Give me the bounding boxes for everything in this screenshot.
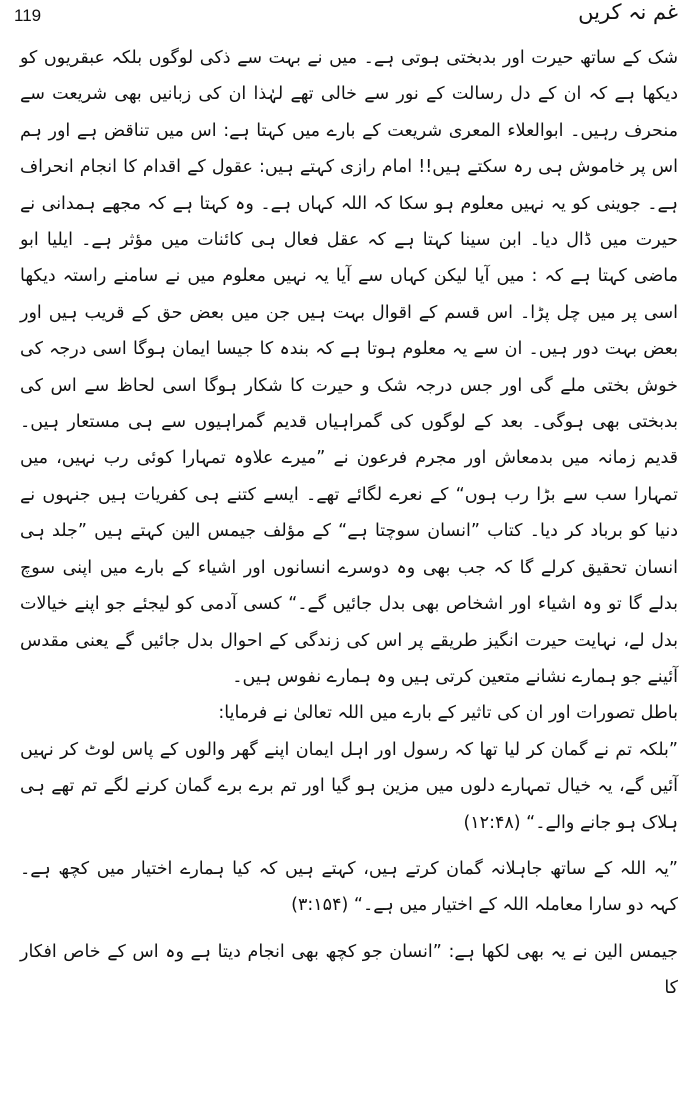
quote-first-verse: ”بلکہ تم نے گمان کر لیا تھا کہ رسول اور اہل ایمان اپنے گھر والوں کے پاس لوٹ کر نہیں آئیں گے، یہ خیال تمہارے دلوں میں مزین ہو گیا اور تم برے برے گمان کرنے لگے تم تھے ہی ہلاک ہو جانے والے۔“ (۱۲:۴۸) [20,739,678,833]
spacer [20,841,678,851]
quote-second-verse: ”یہ اللہ کے ساتھ جاہلانہ گمان کرتے ہیں، کہتے ہیں کہ کیا ہمارے اختیار میں کچھ ہے۔ کہہ دو سارا معاملہ اللہ کے اختیار میں ہے۔“ (۳:۱۵۴) [20,858,678,916]
running-title: غم نہ کریں [578,0,678,24]
page-number: 119 [14,6,42,25]
paragraph-intro-quote: باطل تصورات اور ان کی تاثیر کے بارے میں اللہ تعالیٰ نے فرمایا: [218,703,678,724]
spacer [20,924,678,934]
paragraph-closing: جیمس الین نے یہ بھی لکھا ہے: ”انسان جو کچھ بھی انجام دیتا ہے وہ اس کے خاص افکار کا [20,941,678,999]
body-text [20,40,678,1007]
paragraph-main: شک کے ساتھ حیرت اور بدبختی ہوتی ہے۔ میں نے بہت سے ذکی لوگوں بلکہ عبقریوں کو دیکھا ہے کہ ان کے دل رسالت کے نور سے خالی تھے لہٰذا ان کی زبانیں بھی شریعت سے منحرف رہیں۔ ابوالعلاء المعری شریعت کے بارے میں کہتا ہے: اس میں تناقض ہے اور ہم اس پر خاموش ہی رہ سکتے ہیں!! امام رازی کہتے ہیں: عقول کے اقدام کا انجام انحراف ہے۔ جوینی کو یہ نہیں معلوم ہو سکا کہ اللہ کہاں ہے۔ وہ کہتا ہے کہ مجھے ہمدانی نے حیرت میں ڈال دیا۔ ابن سینا کہتا ہے کہ عقل فعال ہی کائنات میں مؤثر ہے۔ ایلیا ابو ماضی کہتا ہے کہ : میں آیا لیکن کہاں سے آیا یہ نہیں معلوم میں نے سامنے راستہ دیکھا اسی پر میں چل پڑا۔ اس قسم کے اقوال بہت ہیں جن میں بعض حق کے قریب ہیں اور بعض بہت دور ہیں۔ ان سے یہ معلوم ہوتا ہے کہ بندہ کا جیسا ایمان ہوگا اسی درجہ کی خوش بختی ملے گی اور جس درجہ شک و حیرت کا شکار ہوگا اسی لحاظ سے اس کی بدبختی بھی ہوگی۔ بعد کے لوگوں کی گمراہیاں قدیم گمراہیوں سے ہی مستعار ہیں۔ قدیم زمانہ میں بدمعاش اور مجرم فرعون نے ”میرے علاوہ تمہارا کوئی رب نہیں، میں تمہارا سب سے بڑا رب ہوں“ کے نعرے لگائے تھے۔ ایسے کتنے ہی کفریات ہیں جنہوں نے دنیا کو برباد کر دیا۔ کتاب ”انسان سوچتا ہے“ کے مؤلف جیمس الین کہتے ہیں ”جلد ہی انسان تحقیق کرلے گا کہ جب بھی وہ دوسرے انسانوں اور اشیاء کے بارے میں اپنی سوچ بدلے گا تو وہ اشیاء اور اشخاص بھی بدل جائیں گے۔“ کسی آدمی کو لیجئے جو اپنے خیالات بدل لے، نہایت حیرت انگیز طریقے پر اس کی زندگی کے احوال بدل جائیں گے یعنی مقدس آئینے جو ہمارے نشانے متعین کرتی ہیں وہ ہمارے نفوس ہیں۔ [20,48,678,687]
